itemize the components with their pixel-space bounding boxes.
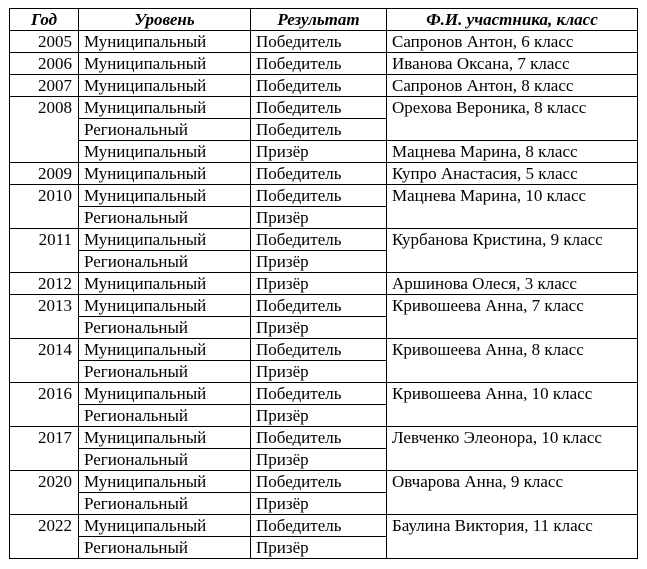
level-cell: Региональный — [79, 493, 251, 515]
year-cell: 2013 — [10, 295, 79, 339]
level-cell: Муниципальный — [79, 31, 251, 53]
result-cell: Победитель — [251, 75, 387, 97]
result-cell: Призёр — [251, 537, 387, 559]
result-cell: Победитель — [251, 31, 387, 53]
participant-cell: Баулина Виктория, 11 класс — [387, 515, 638, 559]
participant-cell: Овчарова Анна, 9 класс — [387, 471, 638, 515]
result-cell: Победитель — [251, 427, 387, 449]
year-cell: 2022 — [10, 515, 79, 559]
table-row — [10, 163, 638, 185]
participant-cell: Кривошеева Анна, 10 класс — [387, 383, 638, 427]
participant-cell: Орехова Вероника, 8 класс — [387, 97, 638, 141]
participant-cell: Мацнева Марина, 8 класс — [387, 141, 638, 163]
participant-cell: Сапронов Антон, 8 класс — [387, 75, 638, 97]
year-cell: 2007 — [10, 75, 79, 97]
level-cell: Региональный — [79, 251, 251, 273]
table-row — [10, 273, 638, 295]
year-cell: 2005 — [10, 31, 79, 53]
level-cell: Муниципальный — [79, 383, 251, 405]
table-row — [10, 75, 638, 97]
year-cell: 2020 — [10, 471, 79, 515]
result-cell: Призёр — [251, 317, 387, 339]
participant-cell: Сапронов Антон, 6 класс — [387, 31, 638, 53]
result-cell: Победитель — [251, 163, 387, 185]
level-cell: Региональный — [79, 449, 251, 471]
year-cell: 2010 — [10, 185, 79, 229]
header-participant: Ф.И. участника, класс — [387, 9, 638, 31]
header-row — [10, 9, 638, 31]
level-cell: Муниципальный — [79, 427, 251, 449]
participant-cell: Мацнева Марина, 10 класс — [387, 185, 638, 229]
table-row — [10, 97, 638, 119]
result-cell: Победитель — [251, 229, 387, 251]
level-cell: Региональный — [79, 361, 251, 383]
result-cell: Призёр — [251, 405, 387, 427]
year-cell: 2006 — [10, 53, 79, 75]
level-cell: Муниципальный — [79, 295, 251, 317]
level-cell: Региональный — [79, 317, 251, 339]
result-cell: Победитель — [251, 53, 387, 75]
year-cell: 2016 — [10, 383, 79, 427]
year-cell: 2012 — [10, 273, 79, 295]
result-cell: Победитель — [251, 515, 387, 537]
table-row — [10, 185, 638, 207]
header-level: Уровень — [79, 9, 251, 31]
table-row — [10, 427, 638, 449]
level-cell: Региональный — [79, 207, 251, 229]
result-cell: Победитель — [251, 471, 387, 493]
year-cell: 2014 — [10, 339, 79, 383]
level-cell: Муниципальный — [79, 339, 251, 361]
level-cell: Региональный — [79, 405, 251, 427]
table-row — [10, 53, 638, 75]
table-row — [10, 229, 638, 251]
table-row — [10, 295, 638, 317]
result-cell: Призёр — [251, 251, 387, 273]
level-cell: Муниципальный — [79, 75, 251, 97]
level-cell: Региональный — [79, 119, 251, 141]
participant-cell: Кривошеева Анна, 7 класс — [387, 295, 638, 339]
table-row — [10, 339, 638, 361]
result-cell: Победитель — [251, 119, 387, 141]
result-cell: Победитель — [251, 383, 387, 405]
level-cell: Муниципальный — [79, 141, 251, 163]
winners-table — [9, 8, 638, 559]
table-row — [10, 471, 638, 493]
participant-cell: Иванова Оксана, 7 класс — [387, 53, 638, 75]
result-cell: Победитель — [251, 97, 387, 119]
table-row — [10, 515, 638, 537]
level-cell: Муниципальный — [79, 185, 251, 207]
header-year: Год — [10, 9, 79, 31]
result-cell: Призёр — [251, 493, 387, 515]
table-row — [10, 383, 638, 405]
level-cell: Муниципальный — [79, 229, 251, 251]
table-body — [10, 31, 638, 559]
level-cell: Региональный — [79, 537, 251, 559]
year-cell: 2011 — [10, 229, 79, 273]
result-cell: Победитель — [251, 339, 387, 361]
participant-cell: Купро Анастасия, 5 класс — [387, 163, 638, 185]
year-cell: 2009 — [10, 163, 79, 185]
result-cell: Призёр — [251, 207, 387, 229]
result-cell: Призёр — [251, 273, 387, 295]
level-cell: Муниципальный — [79, 515, 251, 537]
participant-cell: Курбанова Кристина, 9 класс — [387, 229, 638, 273]
result-cell: Призёр — [251, 141, 387, 163]
result-cell: Призёр — [251, 361, 387, 383]
result-cell: Победитель — [251, 295, 387, 317]
participant-cell: Аршинова Олеся, 3 класс — [387, 273, 638, 295]
level-cell: Муниципальный — [79, 163, 251, 185]
table-row — [10, 141, 638, 163]
year-cell: 2017 — [10, 427, 79, 471]
level-cell: Муниципальный — [79, 273, 251, 295]
result-cell: Победитель — [251, 185, 387, 207]
level-cell: Муниципальный — [79, 97, 251, 119]
result-cell: Призёр — [251, 449, 387, 471]
participant-cell: Кривошеева Анна, 8 класс — [387, 339, 638, 383]
level-cell: Муниципальный — [79, 471, 251, 493]
level-cell: Муниципальный — [79, 53, 251, 75]
year-cell: 2008 — [10, 97, 79, 163]
header-result: Результат — [251, 9, 387, 31]
table-row — [10, 31, 638, 53]
participant-cell: Левченко Элеонора, 10 класс — [387, 427, 638, 471]
